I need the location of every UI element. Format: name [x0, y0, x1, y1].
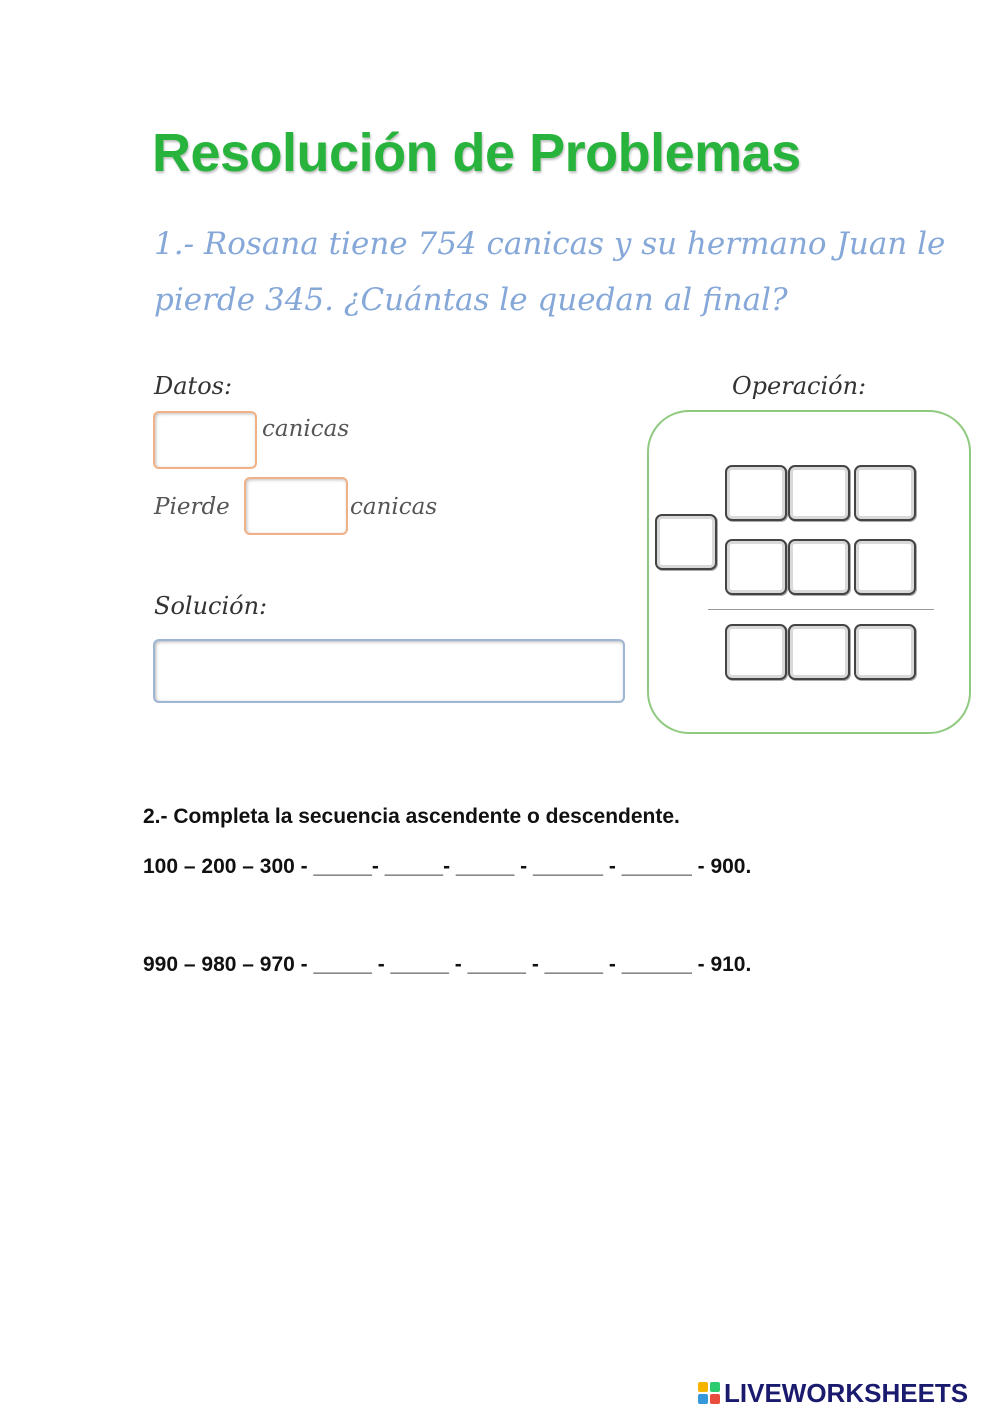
- liveworksheets-logo-icon: [698, 1382, 720, 1404]
- operation-result-line: [708, 609, 934, 610]
- result-units-input[interactable]: [854, 624, 916, 680]
- logo-square-4: [710, 1394, 720, 1404]
- logo-square-3: [698, 1394, 708, 1404]
- subtrahend-hundreds-input[interactable]: [725, 539, 787, 595]
- minuend-tens-input[interactable]: [788, 465, 850, 521]
- operacion-label: Operación:: [732, 372, 867, 400]
- logo-square-1: [698, 1382, 708, 1392]
- subtrahend-tens-input[interactable]: [788, 539, 850, 595]
- lost-marbles-input[interactable]: [244, 477, 348, 535]
- problem-1-line-1: 1.- Rosana tiene 754 canicas y su hermano Juan le: [154, 226, 946, 262]
- brand-text: LIVEWORKSHEETS: [724, 1377, 969, 1408]
- logo-square-2: [710, 1382, 720, 1392]
- solution-input[interactable]: [153, 639, 625, 703]
- problem-1-statement: [154, 216, 984, 328]
- canicas-unit-label-2: canicas: [350, 494, 438, 520]
- result-tens-input[interactable]: [788, 624, 850, 680]
- canicas-unit-label-1: canicas: [262, 416, 350, 442]
- solucion-label: Solución:: [154, 592, 268, 620]
- problem-1-line-2: pierde 345. ¿Cuántas le quedan al final?: [154, 282, 788, 318]
- descending-sequence: 990 – 980 – 970 - _____ - _____ - _____ - _____ - ______ - 910.: [143, 953, 752, 976]
- operator-sign-input[interactable]: [655, 514, 717, 570]
- problem-2-heading: 2.- Completa la secuencia ascendente o descendente.: [143, 805, 680, 828]
- result-hundreds-input[interactable]: [725, 624, 787, 680]
- minuend-units-input[interactable]: [854, 465, 916, 521]
- liveworksheets-brand: [698, 1378, 968, 1408]
- ascending-sequence: 100 – 200 – 300 - _____- _____- _____ - ______ - ______ - 900.: [143, 855, 752, 878]
- worksheet-title: Resolución de Problemas: [152, 123, 801, 183]
- datos-label: Datos:: [154, 372, 233, 400]
- minuend-hundreds-input[interactable]: [725, 465, 787, 521]
- subtrahend-units-input[interactable]: [854, 539, 916, 595]
- total-marbles-input[interactable]: [153, 411, 257, 469]
- pierde-label: Pierde: [154, 494, 230, 520]
